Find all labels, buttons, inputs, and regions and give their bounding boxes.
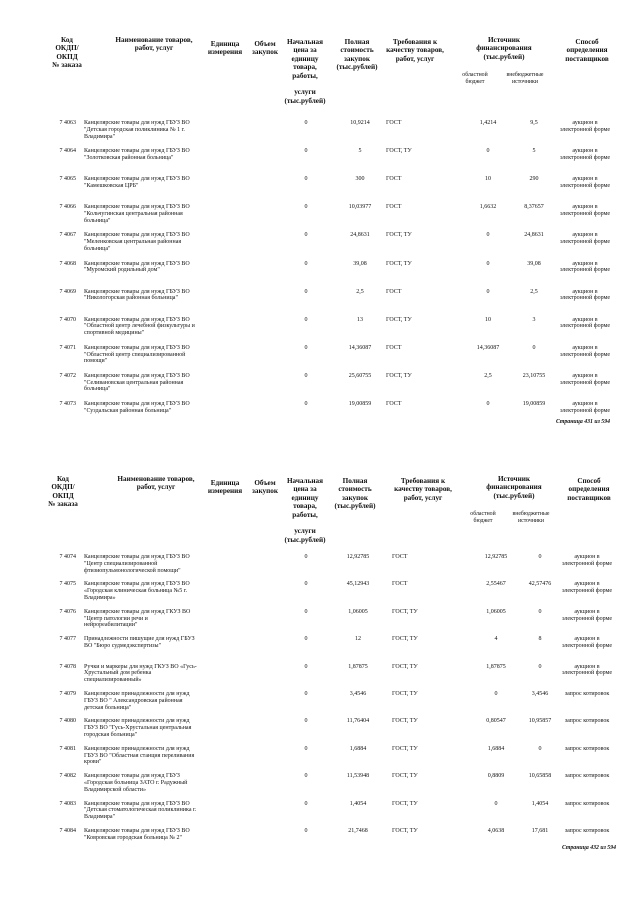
row-method: запрос котировок [564, 718, 610, 725]
row-full-cost: 25,60755 [348, 372, 372, 379]
header-quality: Требования к качеству товаров, работ, услуг [386, 38, 444, 63]
row-source-regional: 0 [494, 691, 498, 697]
row-quality: ГОСТ, ТУ [392, 800, 418, 807]
row-name: Канцелярские товары для нужд ГБУЗ ВО "Камешковская ЦРБ" [84, 176, 190, 189]
row-method: аукцион в электронной форме [561, 608, 613, 622]
row-source-regional: 0 [486, 260, 490, 267]
row-full-cost: 1,6884 [349, 745, 367, 752]
row-quality: ГОСТ [392, 581, 408, 588]
row-name: Канцелярские товары для нужд ГКУЗ ВО "Центр патологии речи и нейрореабилитации" [84, 608, 191, 629]
row-name: Канцелярские принадлежности для нужд ГБУЗ ВО "Областная станция переливания крови" [84, 745, 195, 766]
row-source-regional: 0,80547 [486, 718, 506, 725]
row-quality: ГОСТ, ТУ [392, 828, 418, 834]
row-full-cost: 39,08 [353, 260, 367, 267]
row-initial-price: 0 [304, 260, 308, 267]
row-method: запрос котировок [564, 773, 610, 780]
row-source-extra: 0 [538, 745, 542, 752]
row-source-extra: 0 [538, 554, 542, 560]
row-source-extra: 2,5 [530, 288, 538, 295]
row-source-regional: 12,92785 [484, 554, 508, 560]
row-quality: ГОСТ [392, 554, 408, 560]
row-name: Канцелярские товары для нужд ГБУЗ ВО "Центр специализированной фтизиопульмонологической помощи" [84, 554, 190, 574]
row-quality: ГОСТ [386, 176, 402, 183]
row-name: Канцелярские принадлежности для нужд ГБУЗ ВО "Гусь-Хрустальная центральная городская больница" [84, 718, 192, 738]
row-full-cost: 45,12943 [346, 581, 370, 588]
row-initial-price: 0 [304, 581, 308, 588]
header-source-extra: внебюджетные источники [512, 511, 550, 524]
row-source-extra: 290 [529, 176, 539, 183]
row-source-regional: 14,36087 [476, 344, 500, 351]
row-name: Принадлежности пишущие для нужд ГБУЗ ВО "Бюро судмедэкспертизы" [84, 636, 195, 649]
row-source-extra: 3 [532, 316, 536, 323]
header-code: Код ОКДП/ ОКПД № заказа [48, 475, 78, 509]
row-name: Канцелярские товары для нужд ГБУЗ ВО "Детская городская поликлиника № 1 г. Владимира" [84, 120, 190, 140]
row-initial-price: 0 [304, 401, 308, 407]
header-unit: Единица измерения [207, 40, 243, 57]
row-full-cost: 11,53948 [346, 773, 370, 780]
row-code: 7 4067 [59, 232, 76, 239]
row-code: 7 4073 [59, 401, 76, 407]
row-method: аукцион в электронной форме [559, 260, 611, 274]
row-source-extra: 23,10755 [522, 372, 546, 379]
header-volume: Объем закупок [252, 40, 278, 57]
header-source: Источник финансирования (тыс.рублей) [476, 36, 532, 61]
row-quality: ГОСТ, ТУ [392, 745, 418, 752]
row-source-extra: 39,08 [527, 260, 541, 267]
row-code: 7 4083 [59, 800, 76, 807]
header-name: Наименование товаров, работ, услуг [117, 475, 195, 492]
row-full-cost: 2,5 [356, 288, 364, 295]
row-name: Канцелярские товары для нужд ГБУЗ ВО "Областной центр специализированной помощи" [84, 344, 190, 365]
header-quality: Требования к качеству товаров, работ, услуг [394, 477, 452, 502]
row-method: аукцион в электронной форме [561, 581, 613, 595]
row-source-extra: 3,4546 [531, 691, 549, 697]
row-name: Ручки и маркеры для нужд ГКУЗ ВО «Гусь-Хрустальный дом ребенка специализированный» [84, 663, 197, 684]
row-initial-price: 0 [304, 204, 308, 211]
row-method: аукцион в электронной форме [559, 372, 611, 386]
row-code: 7 4076 [59, 608, 76, 615]
row-method: аукцион в электронной форме [559, 120, 611, 133]
row-initial-price: 0 [304, 773, 308, 780]
row-name: Канцелярские товары для нужд ГБУЗ ВО "Никологорская районная больница" [84, 288, 190, 302]
row-method: аукцион в электронной форме [559, 344, 611, 358]
row-source-regional: 4,0638 [487, 828, 505, 834]
row-source-extra: 1,4054 [531, 800, 549, 807]
row-name: Канцелярские товары для нужд ГБУЗ «Городская больница ЗАТО г. Радужный Владимирской области» [84, 773, 188, 793]
row-initial-price: 0 [304, 372, 308, 379]
row-full-cost: 3,4546 [349, 691, 367, 697]
row-method: аукцион в электронной форме [559, 176, 611, 189]
row-source-regional: 0 [486, 148, 490, 155]
row-source-extra: 8 [538, 636, 542, 643]
row-code: 7 4063 [59, 120, 76, 126]
row-source-extra: 8,37657 [524, 204, 544, 211]
row-initial-price: 0 [304, 691, 308, 697]
row-full-cost: 12,92785 [346, 554, 370, 560]
row-name: Канцелярские товары для нужд ГБУЗ ВО "Кольчугинская центральная районная больница" [84, 204, 190, 224]
row-code: 7 4064 [59, 148, 76, 155]
header-initial-price: Начальная цена за единицу товара, работы, услуги (тыс.рублей) [284, 38, 326, 105]
row-full-cost: 1,4054 [349, 800, 367, 807]
row-code: 7 4080 [59, 718, 76, 725]
row-quality: ГОСТ, ТУ [386, 260, 412, 267]
row-name: Канцелярские товары для нужд ГБУЗ ВО "Ковровская городская больница № 2" [84, 828, 190, 841]
row-quality: ГОСТ, ТУ [386, 232, 412, 239]
row-quality: ГОСТ [386, 344, 402, 351]
row-code: 7 4074 [59, 554, 76, 560]
row-source-regional: 0,8809 [487, 773, 505, 780]
row-initial-price: 0 [304, 718, 308, 725]
row-initial-price: 0 [304, 232, 308, 239]
row-quality: ГОСТ, ТУ [392, 608, 418, 615]
row-initial-price: 0 [304, 176, 308, 183]
page-footer: Страница 431 из 594 [555, 419, 610, 425]
row-method: аукцион в электронной форме [559, 232, 611, 246]
row-source-extra: 42,57476 [528, 581, 552, 588]
row-full-cost: 1,87875 [348, 663, 368, 670]
header-full-cost: Полная стоимость закупок (тыс.рублей) [334, 477, 376, 511]
row-code: 7 4082 [59, 773, 76, 780]
row-initial-price: 0 [304, 316, 308, 323]
row-full-cost: 5 [358, 148, 362, 155]
row-method: аукцион в электронной форме [561, 636, 613, 649]
row-source-regional: 0 [486, 401, 490, 407]
row-name: Канцелярские товары для нужд ГБУЗ ВО "Селивановская центральная районная больница" [84, 372, 190, 393]
row-name: Канцелярские товары для нужд ГБУЗ ВО "Золотковская районная больница" [84, 148, 190, 161]
row-full-cost: 24,8631 [350, 232, 370, 239]
header-name: Наименование товаров, работ, услуг [115, 36, 193, 53]
row-full-cost: 19,00859 [348, 401, 372, 407]
row-code: 7 4078 [59, 663, 76, 670]
header-method: Способ определения поставщиков [567, 477, 611, 502]
row-code: 7 4068 [59, 260, 76, 267]
row-name: Канцелярские товары для нужд ГБУЗ ВО "Детская стоматологическая поликлиника г. Владимира" [84, 800, 197, 821]
row-method: запрос котировок [564, 691, 610, 697]
row-code: 7 4072 [59, 372, 76, 379]
header-source-extra: внебюджетные источники [506, 72, 544, 85]
row-code: 7 4070 [59, 316, 76, 323]
row-source-extra: 0 [532, 344, 536, 351]
header-volume: Объем закупок [252, 479, 278, 496]
row-source-regional: 2,5 [484, 372, 492, 379]
header-source-regional: областной бюджет [470, 511, 496, 524]
row-source-regional: 0 [486, 232, 490, 239]
row-code: 7 4066 [59, 204, 76, 211]
row-method: аукцион в электронной форме [559, 288, 611, 302]
row-source-regional: 0 [486, 288, 490, 295]
row-initial-price: 0 [304, 288, 308, 295]
header-source: Источник финансирования (тыс.рублей) [486, 475, 542, 500]
row-quality: ГОСТ, ТУ [386, 148, 412, 155]
row-full-cost: 21,7468 [348, 828, 368, 834]
row-initial-price: 0 [304, 148, 308, 155]
row-name: Канцелярские принадлежности для нужд ГБУЗ ВО " Александровская районная детская больница" [84, 691, 190, 711]
header-unit: Единица измерения [207, 479, 243, 496]
header-initial-price: Начальная цена за единицу товара, работы, услуги (тыс.рублей) [284, 477, 326, 544]
row-initial-price: 0 [304, 828, 308, 834]
row-quality: ГОСТ [386, 288, 402, 295]
row-source-regional: 2,55467 [486, 581, 506, 588]
row-quality: ГОСТ, ТУ [392, 718, 418, 725]
row-source-regional: 0 [494, 800, 498, 807]
row-source-extra: 0 [538, 608, 542, 615]
row-source-regional: 10 [485, 176, 491, 183]
row-initial-price: 0 [304, 636, 308, 643]
row-code: 7 4065 [59, 176, 76, 183]
row-source-regional: 1,6884 [487, 745, 505, 752]
row-full-cost: 300 [355, 176, 365, 183]
row-quality: ГОСТ, ТУ [392, 773, 418, 780]
row-source-extra: 10,95857 [528, 718, 552, 725]
row-source-extra: 24,8631 [524, 232, 544, 239]
row-full-cost: 13 [357, 316, 363, 323]
row-source-regional: 1,06005 [486, 608, 506, 615]
row-initial-price: 0 [304, 608, 308, 615]
row-quality: ГОСТ, ТУ [392, 636, 418, 643]
row-method: аукцион в электронной форме [559, 401, 611, 414]
row-method: аукцион в электронной форме [559, 148, 611, 161]
row-method: аукцион в электронной форме [561, 663, 613, 677]
header-code: Код ОКДП/ ОКПД № заказа [52, 36, 82, 70]
row-quality: ГОСТ, ТУ [392, 663, 418, 670]
row-quality: ГОСТ, ТУ [392, 691, 418, 697]
row-quality: ГОСТ, ТУ [386, 372, 412, 379]
row-code: 7 4071 [59, 344, 76, 351]
row-source-extra: 17,681 [531, 828, 549, 834]
row-full-cost: 11,76404 [346, 718, 370, 725]
row-code: 7 4079 [59, 691, 76, 697]
row-source-extra: 10,65858 [528, 773, 552, 780]
row-source-extra: 9,5 [530, 120, 538, 126]
row-full-cost: 12 [355, 636, 361, 643]
row-initial-price: 0 [304, 554, 308, 560]
header-source-regional: областной бюджет [462, 72, 488, 85]
row-method: запрос котировок [564, 828, 610, 834]
row-code: 7 4075 [59, 581, 76, 588]
row-method: запрос котировок [564, 745, 610, 752]
row-name: Канцелярские товары для нужд ГБУЗ ВО "Суздальская районная больница" [84, 401, 190, 414]
row-quality: ГОСТ [386, 120, 402, 126]
row-source-regional: 1,6632 [479, 204, 497, 211]
row-code: 7 4069 [59, 288, 76, 295]
row-source-extra: 5 [532, 148, 536, 155]
row-quality: ГОСТ [386, 204, 402, 211]
row-method: аукцион в электронной форме [559, 204, 611, 218]
row-name: Канцелярские товары для нужд ГБУЗ ВО «Городская клиническая больница №5 г. Владимира» [84, 581, 190, 601]
row-full-cost: 1,06005 [348, 608, 368, 615]
row-code: 7 4081 [59, 745, 76, 752]
header-method: Способ определения поставщиков [565, 38, 609, 63]
header-full-cost: Полная стоимость закупок (тыс.рублей) [336, 38, 378, 72]
row-initial-price: 0 [304, 663, 308, 670]
row-initial-price: 0 [304, 800, 308, 807]
row-source-regional: 10 [485, 316, 491, 323]
row-method: аукцион в электронной форме [561, 554, 613, 567]
row-method: аукцион в электронной форме [559, 316, 611, 330]
row-quality: ГОСТ [386, 401, 402, 407]
row-name: Канцелярские товары для нужд ГБУЗ ВО "Меленковская центральная районная больница" [84, 232, 190, 252]
row-name: Канцелярские товары для нужд ГБУЗ ВО "Муромский родильный дом" [84, 260, 190, 274]
row-quality: ГОСТ, ТУ [386, 316, 412, 323]
row-initial-price: 0 [304, 120, 308, 126]
row-source-regional: 1,4214 [479, 120, 497, 126]
row-full-cost: 10,03977 [348, 204, 372, 211]
row-code: 7 4084 [59, 828, 76, 834]
row-method: запрос котировок [564, 800, 610, 807]
row-source-regional: 1,87875 [486, 663, 506, 670]
row-source-extra: 19,00859 [522, 401, 546, 407]
row-source-extra: 0 [538, 663, 542, 670]
row-initial-price: 0 [304, 745, 308, 752]
row-initial-price: 0 [304, 344, 308, 351]
row-source-regional: 4 [494, 636, 498, 643]
row-full-cost: 10,9214 [350, 120, 370, 126]
row-full-cost: 14,36087 [348, 344, 372, 351]
row-code: 7 4077 [59, 636, 76, 643]
page-footer: Страница 432 из 594 [561, 845, 616, 851]
row-name: Канцелярские товары для нужд ГБУЗ ВО "Областной центр лечебной физкультуры и спортивной медицины" [84, 316, 195, 337]
